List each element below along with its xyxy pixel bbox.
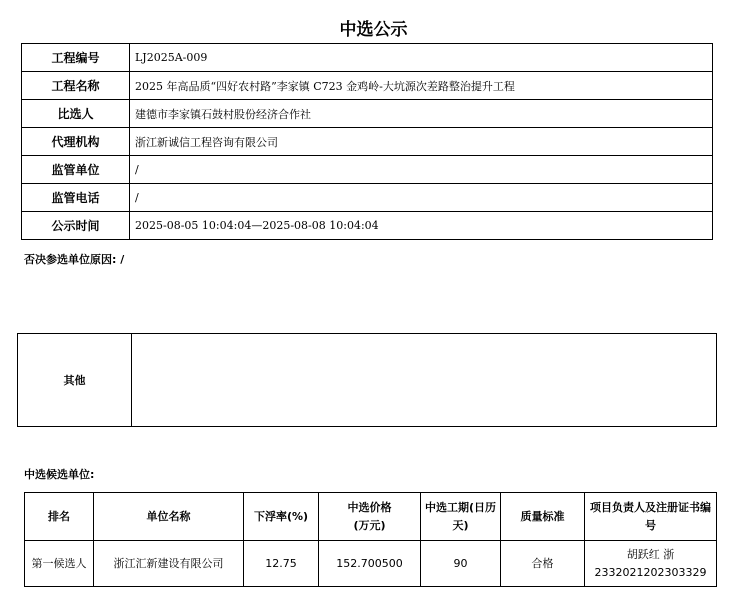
cell-company: 浙江汇新建设有限公司 xyxy=(94,541,244,587)
header-company: 单位名称 xyxy=(94,493,244,541)
info-value: 浙江新诚信工程咨询有限公司 xyxy=(130,128,713,156)
other-value xyxy=(132,334,717,427)
candidates-label: 中选候选单位: xyxy=(24,468,95,481)
header-price: 中选价格 (万元) xyxy=(319,493,421,541)
cell-quality: 合格 xyxy=(501,541,585,587)
info-row xyxy=(22,44,713,72)
candidates-table xyxy=(24,492,717,587)
info-label: 监管单位 xyxy=(22,156,130,184)
info-label: 工程编号 xyxy=(22,44,130,72)
info-label: 比选人 xyxy=(22,100,130,128)
other-label: 其他 xyxy=(18,334,132,427)
info-value: 2025-08-05 10:04:04—2025-08-08 10:04:04 xyxy=(130,212,713,240)
table-row xyxy=(25,541,717,587)
info-value: LJ2025A-009 xyxy=(130,44,713,72)
info-row xyxy=(22,184,713,212)
info-value: 建德市李家镇石鼓村股份经济合作社 xyxy=(130,100,713,128)
info-label: 工程名称 xyxy=(22,72,130,100)
header-quality: 质量标准 xyxy=(501,493,585,541)
info-value: 2025 年高品质“四好农村路”李家镇 C723 金鸡岭-大坑源次差路整治提升工程 xyxy=(130,72,713,100)
info-label: 公示时间 xyxy=(22,212,130,240)
info-label: 代理机构 xyxy=(22,128,130,156)
cell-manager: 胡跃红 浙 2332021202303329 xyxy=(585,541,717,587)
reject-reason: 否决参选单位原因: / xyxy=(24,253,125,266)
header-duration: 中选工期(日历天) xyxy=(421,493,501,541)
info-value: / xyxy=(130,184,713,212)
info-row xyxy=(22,156,713,184)
cell-discount: 12.75 xyxy=(244,541,319,587)
project-info-table xyxy=(21,43,713,240)
cell-price: 152.700500 xyxy=(319,541,421,587)
cell-duration: 90 xyxy=(421,541,501,587)
page-title: 中选公示 xyxy=(339,20,408,40)
info-label: 监管电话 xyxy=(22,184,130,212)
header-discount: 下浮率(%) xyxy=(244,493,319,541)
other-table xyxy=(17,333,717,427)
info-row xyxy=(22,100,713,128)
info-row xyxy=(22,212,713,240)
cell-rank: 第一候选人 xyxy=(25,541,94,587)
info-row xyxy=(22,72,713,100)
header-rank: 排名 xyxy=(25,493,94,541)
info-row xyxy=(22,128,713,156)
header-manager: 项目负责人及注册证书编号 xyxy=(585,493,717,541)
table-header-row xyxy=(25,493,717,541)
info-value: / xyxy=(130,156,713,184)
